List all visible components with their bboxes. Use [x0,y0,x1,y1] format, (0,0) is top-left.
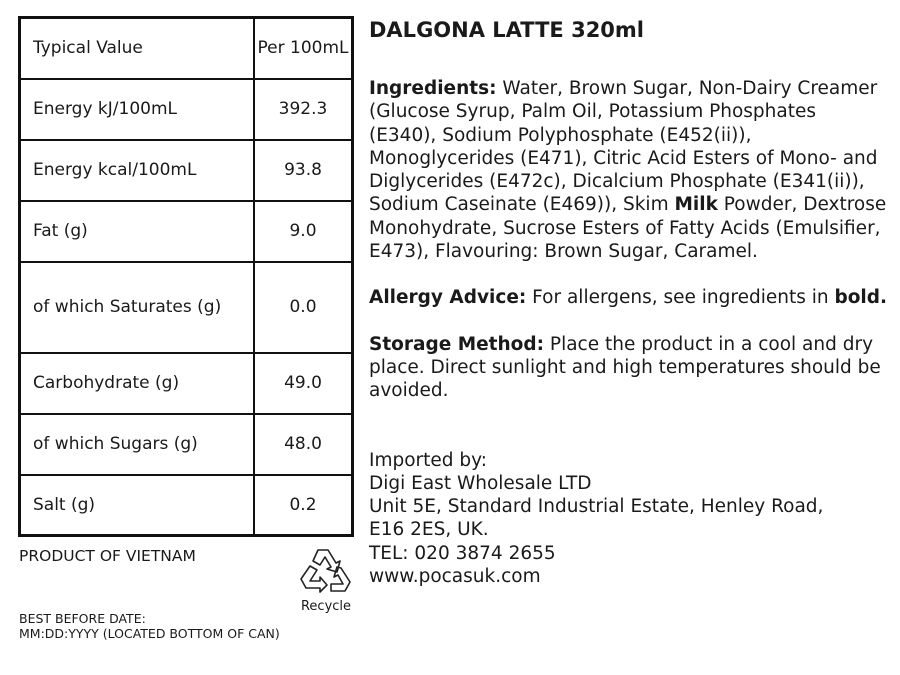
recycle-label: Recycle [300,599,352,614]
importer-phone: TEL: 020 3874 2655 [369,542,556,564]
nutrition-row [20,262,353,353]
nutrition-table [18,16,354,537]
ingredients-heading: Ingredients: [369,78,497,99]
nutrition-header-value: Per 100mL [254,18,353,79]
storage-heading: Storage Method: [369,333,545,355]
nutrition-value: 392.3 [254,79,353,140]
nutrition-label: Salt (g) [20,475,255,536]
allergen-milk: Milk [674,194,718,216]
storage-paragraph [369,333,889,403]
ingredients-text: Water, Brown Sugar, Non-Dairy Creamer (Glucose Syrup, Palm Oil, Potassium Phosphates (E340), Sodium Polyphosphate (E452(ii)), Monoglycerides (E471), Citric Acid Esters of Mono- and Diglycerides (E472c), Dicalcium Phosphate (E341(ii)), Sodium Caseinate (E469)), Skim [369,78,878,216]
allergy-heading: Allergy Advice: [369,287,527,309]
importer-label: Imported by: [369,449,487,471]
storage-text: Place the product in a cool and dry place. Direct sunlight and high temperatures should be avoided. [369,333,881,402]
nutrition-value: 93.8 [254,140,353,201]
product-title: DALGONA LATTE 320ml [369,18,644,42]
nutrition-value: 0.0 [254,262,353,353]
nutrition-label: of which Sugars (g) [20,414,255,475]
importer-address-line2: E16 2ES, UK. [369,519,489,541]
recycle-icon [298,546,354,598]
recycle-mark [296,546,356,614]
importer-address-line1: Unit 5E, Standard Industrial Estate, Henley Road, [369,496,824,518]
nutrition-value: 0.2 [254,475,353,536]
nutrition-label: Carbohydrate (g) [20,353,255,414]
best-before-title: BEST BEFORE DATE: [19,611,146,626]
nutrition-row [20,201,353,262]
nutrition-row [20,140,353,201]
ingredients-paragraph [369,77,889,263]
nutrition-row [20,475,353,536]
importer-company: Digi East Wholesale LTD [369,472,592,494]
best-before-note [19,611,280,641]
best-before-format: MM:DD:YYYY (LOCATED BOTTOM OF CAN) [19,626,280,641]
ingredients-text-end: Powder, Dextrose Monohydrate, Sucrose Esters of Fatty Acids (Emulsifier, E473), Flavouring: Brown Sugar, Caramel. [369,194,887,263]
origin-label: PRODUCT OF VIETNAM [19,547,196,565]
importer-block [369,449,889,589]
product-info [369,16,889,588]
nutrition-value: 48.0 [254,414,353,475]
allergy-paragraph [369,286,889,309]
nutrition-value: 49.0 [254,353,353,414]
allergy-text: For allergens, see ingredients in [526,287,835,309]
allergy-bold-word: bold. [834,287,888,309]
importer-website: www.pocasuk.com [369,566,541,588]
nutrition-label: Energy kJ/100mL [20,79,255,140]
nutrition-label: Fat (g) [20,201,255,262]
nutrition-header-row [20,18,353,79]
nutrition-row [20,353,353,414]
nutrition-value: 9.0 [254,201,353,262]
nutrition-header-label: Typical Value [20,18,255,79]
nutrition-row [20,414,353,475]
nutrition-label: of which Saturates (g) [20,262,255,353]
nutrition-label: Energy kcal/100mL [20,140,255,201]
nutrition-row [20,79,353,140]
